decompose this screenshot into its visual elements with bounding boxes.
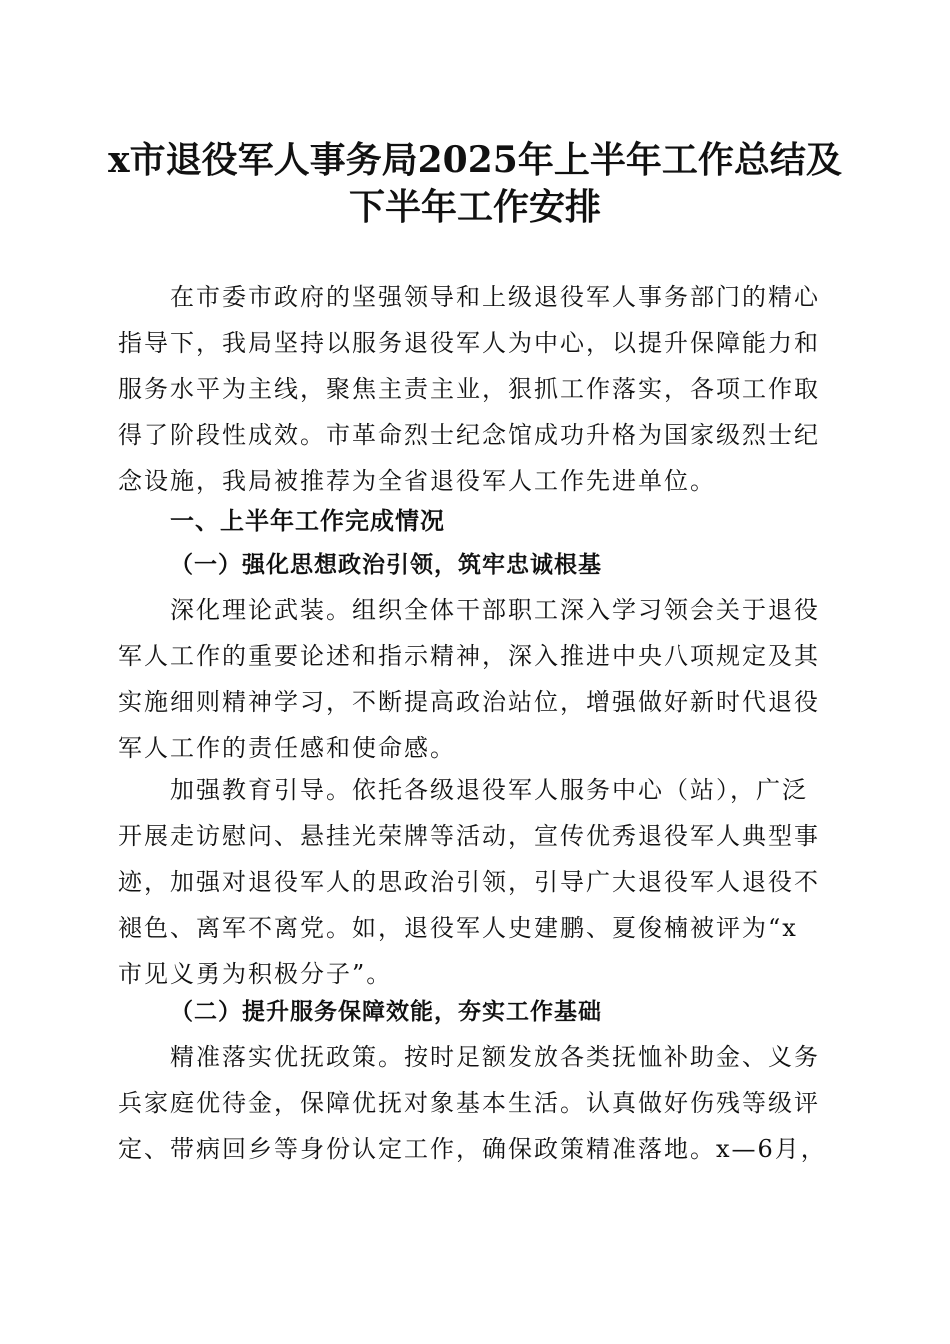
paragraph-theory bbox=[118, 587, 830, 771]
paragraph-line: 军人工作的责任感和使命感。 bbox=[118, 734, 456, 762]
intro-line: 在市委市政府的坚强领导和上级退役军人事务部门的精心 bbox=[170, 283, 820, 311]
document-title-line2: 下半年工作安排 bbox=[348, 186, 601, 228]
paragraph-line: 开展走访慰问、悬挂光荣牌等活动，宣传优秀退役军人典型事 bbox=[118, 822, 820, 850]
section-heading-1: 一、上半年工作完成情况 bbox=[170, 507, 445, 535]
subsection-heading-2: （二）提升服务保障效能，夯实工作基础 bbox=[170, 999, 602, 1025]
paragraph-line: 市见义勇为积极分子”。 bbox=[118, 960, 393, 988]
paragraph-line: 兵家庭优待金，保障优抚对象基本生活。认真做好伤残等级评 bbox=[118, 1089, 820, 1117]
intro-line: 服务水平为主线，聚焦主责主业，狠抓工作落实，各项工作取 bbox=[118, 375, 820, 403]
paragraph-line: 精准落实优抚政策。按时足额发放各类抚恤补助金、义务 bbox=[170, 1043, 820, 1071]
paragraph-line: 军人工作的重要论述和指示精神，深入推进中央八项规定及其 bbox=[118, 642, 820, 670]
paragraph-policy bbox=[118, 1034, 830, 1172]
intro-paragraph bbox=[118, 274, 830, 504]
paragraph-line: 加强教育引导。依托各级退役军人服务中心（站），广泛 bbox=[170, 776, 808, 804]
intro-line: 念设施，我局被推荐为全省退役军人工作先进单位。 bbox=[118, 467, 716, 495]
intro-line: 指导下，我局坚持以服务退役军人为中心，以提升保障能力和 bbox=[118, 329, 820, 357]
subsection-heading-1: （一）强化思想政治引领，筑牢忠诚根基 bbox=[170, 552, 602, 578]
paragraph-education bbox=[118, 767, 830, 997]
paragraph-line: 褪色、离军不离党。如，退役军人史建鹏、夏俊楠被评为“x bbox=[118, 914, 798, 942]
paragraph-line: 迹，加强对退役军人的思政治引领，引导广大退役军人退役不 bbox=[118, 868, 820, 896]
paragraph-line: 定、带病回乡等身份认定工作，确保政策精准落地。x—6月， bbox=[118, 1135, 827, 1163]
paragraph-line: 深化理论武装。组织全体干部职工深入学习领会关于退役 bbox=[170, 596, 820, 624]
paragraph-line: 实施细则精神学习，不断提高政治站位，增强做好新时代退役 bbox=[118, 688, 820, 716]
document-title-line1: x市退役军人事务局2025年上半年工作总结及 bbox=[108, 139, 842, 181]
intro-line: 得了阶段性成效。市革命烈士纪念馆成功升格为国家级烈士纪 bbox=[118, 421, 820, 449]
